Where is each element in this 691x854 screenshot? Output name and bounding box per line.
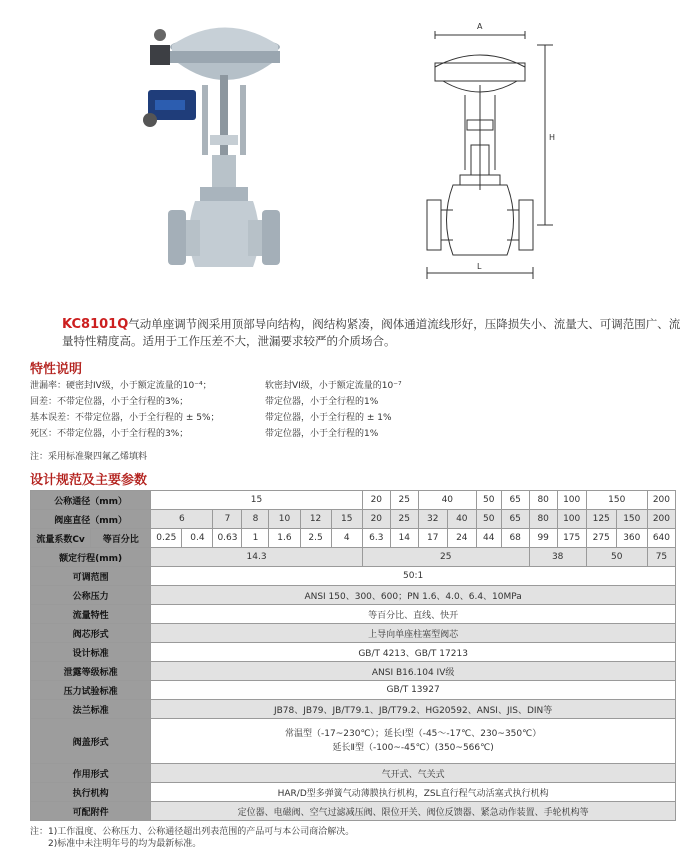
intro-text: 气动单座调节阀采用顶部导向结构，阀结构紧凑，阀体通道流线形好，压降损失小、流量大、可调范围广、流量特性精度高。适用于工作压差不大，泄漏要求较严的介质场合。 xyxy=(62,317,681,348)
row-bonnet-type: 阀盖形式 常温型（-17~230℃）；延长Ⅰ型（-45～-17℃、230~350℃） 延长Ⅱ型（-100~-45℃）(350~566℃) xyxy=(31,719,676,764)
row-flange-standard: 法兰标准 JB78、JB79、JB/T79.1、JB/T79.2、HG20592、ANSI、JIS、DIN等 xyxy=(31,700,676,719)
intro-paragraph xyxy=(62,316,682,350)
row-plug-type: 阀芯形式 上导向单座柱塞型阀芯 xyxy=(31,624,676,643)
row-actuator: 执行机构 HAR/D型多弹簧气动薄膜执行机构，ZSL直行程气动活塞式执行机构 xyxy=(31,783,676,802)
row-rated-stroke: 额定行程(mm) 14.3 25 38 50 75 xyxy=(31,548,676,567)
dim-label-l: L xyxy=(477,262,482,271)
row-rangeability: 可调范围 50:1 xyxy=(31,567,676,586)
row-design-standard: 设计标准 GB/T 4213、GB/T 17213 xyxy=(31,643,676,662)
properties-title: 特性说明 xyxy=(30,362,83,377)
packing-note: 注：采用标准聚四氟乙烯填料 xyxy=(30,452,148,462)
property-row-dead-band: 死区：不带定位器，小于全行程的3%； 带定位器，小于全行程的1% xyxy=(30,429,379,439)
spec-table xyxy=(30,490,676,821)
dim-label-a: A xyxy=(477,22,483,31)
property-row-basic-error: 基本误差：不带定位器，小于全行程的 ± 5%； 带定位器，小于全行程的 ± 1% xyxy=(30,413,392,423)
footnotes xyxy=(30,826,354,850)
property-row-leakage: 泄漏率：硬密封IV级，小于额定流量的10⁻⁴； 软密封VI级，小于额定流量的10⁻⁷ xyxy=(30,381,402,391)
model-number: KC8101Q xyxy=(62,317,129,332)
row-accessories: 可配附件 定位器、电磁阀、空气过滤减压阀、限位开关、阀位反馈器、紧急动作装置、手轮机构等 xyxy=(31,802,676,821)
valve-photo xyxy=(140,5,290,280)
property-row-hysteresis: 回差：不带定位器，小于全行程的3%； 带定位器，小于全行程的1% xyxy=(30,397,379,407)
row-flow-characteristic: 流量特性 等百分比、直线、快开 xyxy=(31,605,676,624)
spec-title: 设计规范及主要参数 xyxy=(30,473,148,488)
valve-dimension-drawing xyxy=(405,5,575,285)
footnote-1: 注：1)工作温度、公称压力、公称通径超出列表范围的产品可与本公司商洽解决。 xyxy=(30,827,355,837)
row-action-type: 作用形式 气开式、气关式 xyxy=(31,764,676,783)
row-seat-diameter: 阀座直径（mm） 6 7 8 10 12 15 20 25 32 40 50 65 80 100 125 150 200 xyxy=(31,510,676,529)
footnote-2: 2)标准中未注明年号的均为最新标准。 xyxy=(48,839,202,849)
properties-list xyxy=(30,378,670,442)
row-pressure-test: 压力试验标准 GB/T 13927 xyxy=(31,681,676,700)
row-flow-coefficient: 流量系数Cv 等百分比 0.25 0.4 0.63 1 1.6 2.5 4 6.3 14 17 24 44 68 99 175 275 360 640 xyxy=(31,529,676,548)
row-leakage-standard: 泄露等级标准 ANSI B16.104 IV级 xyxy=(31,662,676,681)
dim-label-h: H xyxy=(549,133,556,142)
row-nominal-pressure: 公称压力 ANSI 150、300、600；PN 1.6、4.0、6.4、10MPa xyxy=(31,586,676,605)
row-nominal-diameter: 公称通径（mm） 15 20 25 40 50 65 80 100 150 200 xyxy=(31,491,676,510)
